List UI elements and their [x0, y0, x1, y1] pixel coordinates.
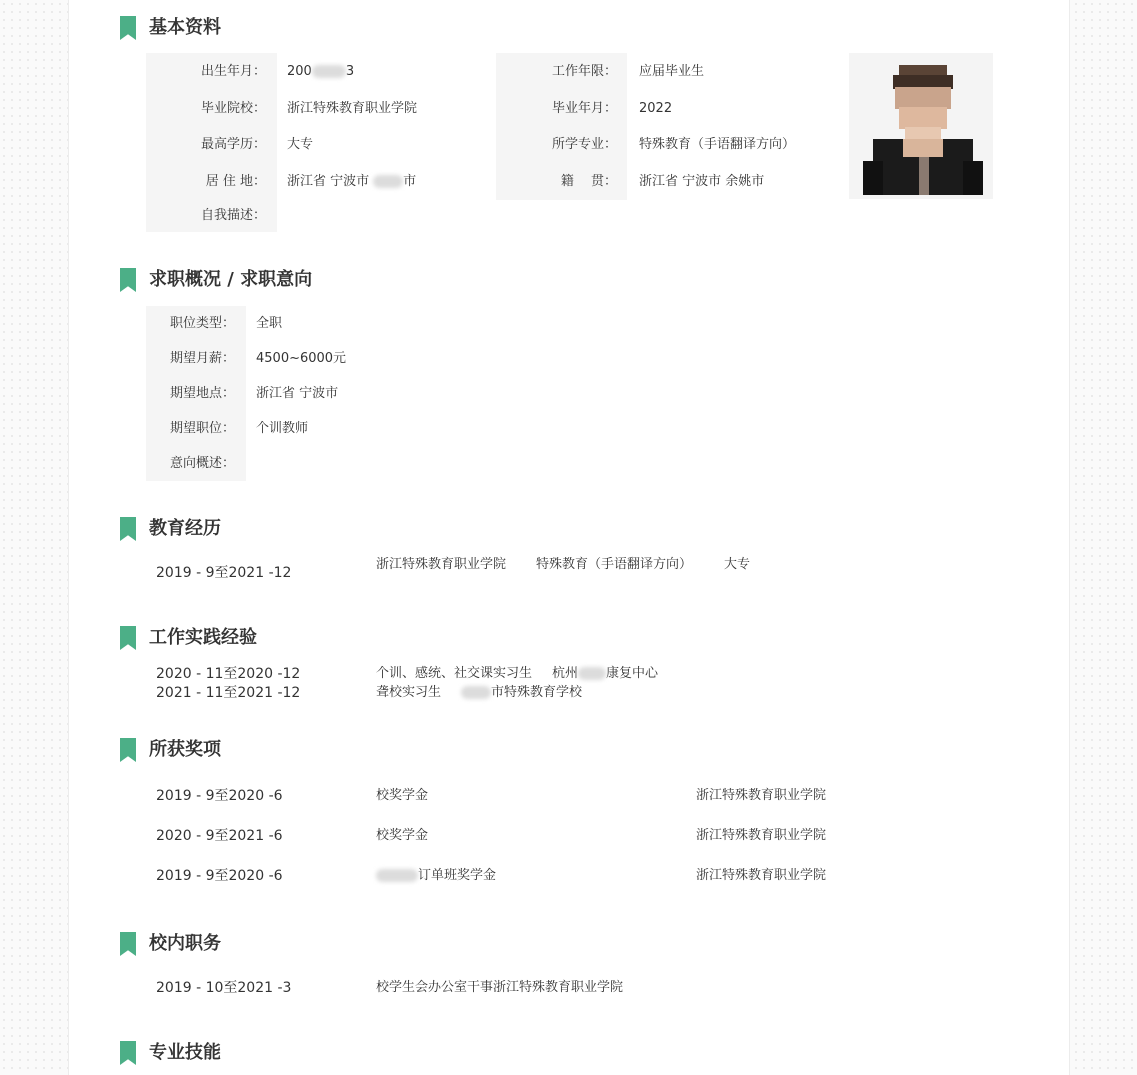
label-position: 期望职位：	[169, 421, 235, 436]
bookmark-icon	[120, 932, 136, 956]
label-location: 期望地点：	[169, 386, 235, 401]
value-location: 浙江省 宁波市	[256, 386, 339, 401]
post-desc-1: 校学生会办公室干事浙江特殊教育职业学院	[376, 980, 624, 995]
value-grad-date: 2022	[639, 101, 673, 116]
value-salary: 4500~6000元	[256, 351, 347, 366]
bookmark-icon	[120, 268, 136, 292]
section-title-awards: 所获奖项	[149, 739, 221, 760]
bookmark-icon	[120, 1041, 136, 1065]
education-major: 特殊教育（手语翻译方向）	[536, 557, 693, 572]
section-title-basic: 基本资料	[149, 17, 221, 38]
blurred-text	[578, 667, 606, 680]
avatar-pixel-image	[863, 65, 983, 195]
section-title-skills: 专业技能	[149, 1042, 221, 1063]
value-residence-suffix: 市	[403, 174, 417, 189]
award-name-1: 校奖学金	[376, 788, 429, 803]
work-row-1	[376, 665, 658, 683]
label-education: 最高学历：	[200, 137, 266, 152]
work-org-prefix-1: 杭州	[552, 666, 579, 681]
label-intent-desc: 意向概述：	[169, 456, 235, 471]
value-school: 浙江特殊教育职业学院	[287, 101, 418, 116]
value-major: 特殊教育（手语翻译方向）	[639, 137, 796, 152]
value-birth-prefix: 200	[287, 64, 312, 79]
value-birth-suffix: 3	[345, 64, 355, 79]
section-title-intent: 求职概况 / 求职意向	[149, 269, 313, 290]
work-org-suffix-1: 康复中心	[606, 666, 659, 681]
value-work-years: 应届毕业生	[639, 64, 705, 79]
blurred-text	[376, 869, 418, 882]
section-title-posts: 校内职务	[149, 933, 221, 954]
label-birth: 出生年月：	[200, 64, 266, 79]
award-org-1: 浙江特殊教育职业学院	[696, 788, 827, 803]
work-date-2: 2021 - 11至2021 -12	[156, 685, 301, 701]
label-native-place: 籍 贯：	[560, 174, 617, 189]
award-date-2: 2020 - 9至2021 -6	[156, 828, 283, 844]
blurred-text	[461, 686, 491, 699]
label-major: 所学专业：	[551, 137, 617, 152]
label-residence: 居 住 地：	[205, 174, 266, 189]
bookmark-icon	[120, 626, 136, 650]
value-education: 大专	[287, 137, 314, 152]
award-name-2: 校奖学金	[376, 828, 429, 843]
award-date-3: 2019 - 9至2020 -6	[156, 868, 283, 884]
section-title-work: 工作实践经验	[149, 627, 257, 648]
work-date-1: 2020 - 11至2020 -12	[156, 666, 301, 682]
label-grad-date: 毕业年月：	[551, 101, 617, 116]
section-title-education: 教育经历	[149, 518, 221, 539]
resume-page	[68, 0, 1070, 1075]
avatar-photo	[849, 53, 993, 199]
education-date: 2019 - 9至2021 -12	[156, 565, 292, 581]
label-salary: 期望月薪：	[169, 351, 235, 366]
award-org-2: 浙江特殊教育职业学院	[696, 828, 827, 843]
award-org-3: 浙江特殊教育职业学院	[696, 868, 827, 883]
post-date-1: 2019 - 10至2021 -3	[156, 980, 292, 996]
bookmark-icon	[120, 16, 136, 40]
bookmark-icon	[120, 738, 136, 762]
value-job-type: 全职	[256, 316, 283, 331]
blurred-text	[312, 65, 346, 78]
work-role-2: 聋校实习生	[376, 685, 442, 700]
label-school: 毕业院校：	[200, 101, 266, 116]
blurred-text	[373, 175, 403, 188]
value-residence	[287, 173, 416, 191]
award-name-3	[376, 867, 496, 885]
value-residence-prefix: 浙江省 宁波市	[287, 174, 370, 189]
work-org-suffix-2: 市特殊教育学校	[491, 685, 583, 700]
education-degree: 大专	[724, 557, 751, 572]
award-name-3-text: 订单班奖学金	[418, 868, 497, 883]
award-date-1: 2019 - 9至2020 -6	[156, 788, 283, 804]
work-row-2	[376, 684, 582, 702]
label-self-desc: 自我描述：	[200, 208, 266, 223]
value-native-place: 浙江省 宁波市 余姚市	[639, 174, 765, 189]
work-role-1: 个训、感统、社交课实习生	[376, 666, 533, 681]
education-school: 浙江特殊教育职业学院	[376, 557, 507, 572]
label-job-type: 职位类型：	[169, 316, 235, 331]
bookmark-icon	[120, 517, 136, 541]
value-position: 个训教师	[256, 421, 309, 436]
label-work-years: 工作年限：	[551, 64, 617, 79]
value-birth	[287, 63, 354, 81]
